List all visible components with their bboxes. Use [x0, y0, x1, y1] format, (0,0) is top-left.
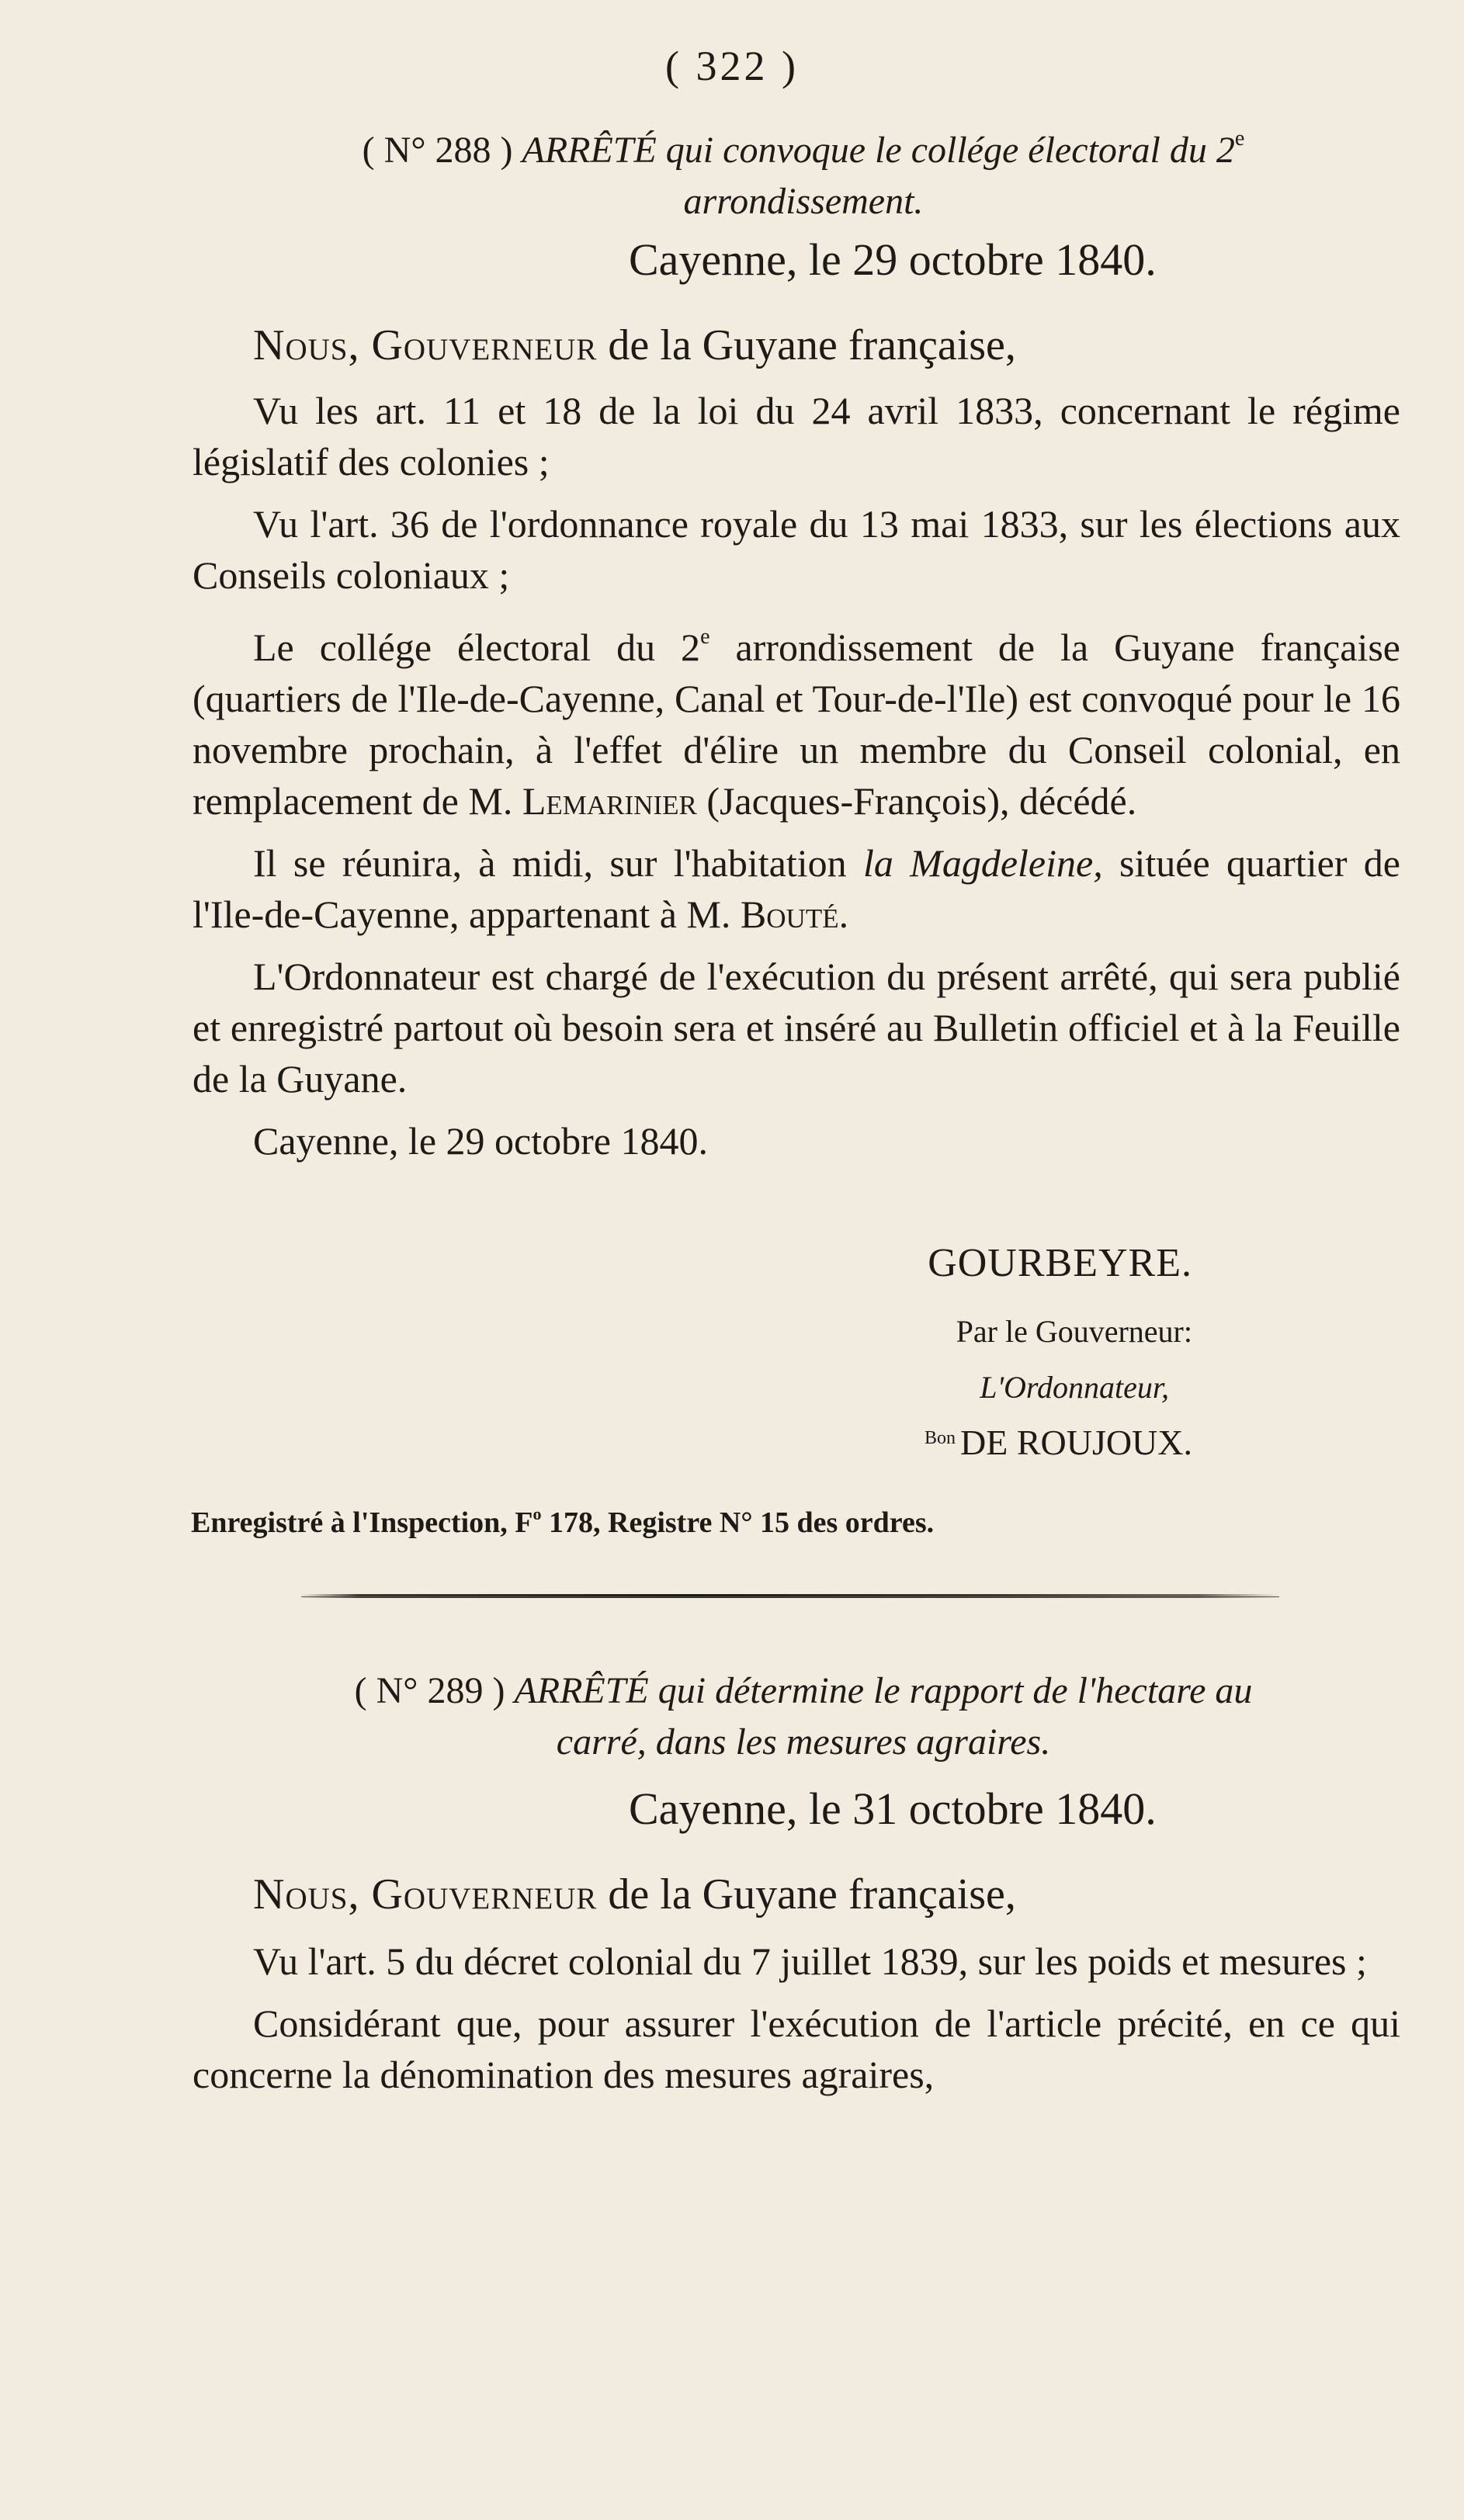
paragraph: Vu l'art. 36 de l'ordonnance royale du 13 mai 1833, sur les élections aux Conseils coloniaux ; [193, 502, 1400, 597]
registration-text: Enregistré à l'Inspection, F [191, 1506, 533, 1539]
page-number: ( 322 ) [665, 43, 799, 89]
countersignature [925, 1422, 1192, 1463]
decree-289-body [193, 1936, 1400, 2111]
nous-rest: de la Guyane française, [597, 321, 1016, 369]
paragraph-text: . [838, 893, 849, 936]
superscript: e [1234, 127, 1245, 151]
decree-title-continued: arrondissement. [683, 181, 924, 222]
paragraph: Vu l'art. 5 du décret colonial du 7 juillet 1839, sur les poids et mesures ; [253, 1939, 1367, 1983]
superscript: o [533, 1504, 542, 1523]
nous-rest: de la Guyane française, [597, 1870, 1016, 1919]
person-name: Lemarinier [522, 779, 697, 823]
signature: GOURBEYRE. [928, 1241, 1192, 1285]
superscript: e [700, 625, 710, 649]
decree-288-dateline: Cayenne, le 29 octobre 1840. [629, 234, 1157, 285]
decree-number: ( N° 289 ) [354, 1670, 505, 1711]
paragraph-text: située quartier de l'Ile-de-Cayenne, appartenant à M. [193, 841, 1400, 936]
paragraph [193, 612, 1400, 827]
paragraph-text: (Jacques-François), décédé. [696, 779, 1137, 823]
paragraph: Considérant que, pour assurer l'exécution de l'article précité, en ce qui concerne la dénomination des mesures agraires, [193, 2002, 1400, 2096]
countersignature-name: DE ROUJOUX. [960, 1423, 1192, 1462]
decree-288-preamble [253, 318, 1016, 373]
nous-gouverneur: Nous, Gouverneur [253, 1870, 598, 1919]
decree-289-dateline: Cayenne, le 31 octobre 1840. [629, 1783, 1157, 1834]
nous-gouverneur: Nous, Gouverneur [253, 321, 598, 369]
registration-text: 178, Registre N° 15 des ordres. [541, 1506, 935, 1539]
closing-date: Cayenne, le 29 octobre 1840. [253, 1119, 708, 1163]
paragraph: Vu les art. 11 et 18 de la loi du 24 avril 1833, concernant le régime législatif des colonies ; [193, 389, 1400, 484]
section-divider-thin [301, 1596, 1279, 1597]
ordonnateur: L'Ordonnateur, [980, 1370, 1169, 1405]
registration-note [191, 1495, 934, 1542]
paragraph-text: arrondissement de la Guyane française (quartiers de l'Ile-de-Cayenne, Canal et Tour-de-l'Ile) est convoqué pour le 16 novembre prochain, à l'effet d'élire un membre du Conseil colonial, en remplacement de M. [193, 626, 1400, 823]
paragraph-text: Il se réunira, à midi, sur l'habitation [253, 841, 863, 885]
person-name: Bouté [740, 893, 839, 936]
decree-number: ( N° 288 ) [362, 130, 513, 171]
paragraph: L'Ordonnateur est chargé de l'exécution du présent arrêté, qui sera publié et enregistré partout où besoin sera et inséré au Bulletin officiel et à la Feuille de la Guyane. [193, 955, 1400, 1101]
by-governor: Par le Gouverneur: [956, 1314, 1192, 1349]
paragraph-text: Le collége électoral du 2 [253, 626, 701, 669]
decree-title: ARRÊTÉ qui détermine le rapport de l'hectare au [514, 1670, 1253, 1711]
decree-289-preamble [253, 1867, 1016, 1922]
baron-abbrev: Bon [924, 1428, 956, 1448]
decree-title-continued: carré, dans les mesures agraires. [556, 1721, 1051, 1763]
paragraph [193, 837, 1400, 940]
decree-288-heading [194, 113, 1413, 227]
decree-288-body [193, 385, 1400, 1177]
decree-289-heading [194, 1666, 1413, 1768]
decree-title: ARRÊTÉ qui convoque le collége électoral du 2 [522, 130, 1235, 171]
estate-name: la Magdeleine, [862, 841, 1103, 885]
